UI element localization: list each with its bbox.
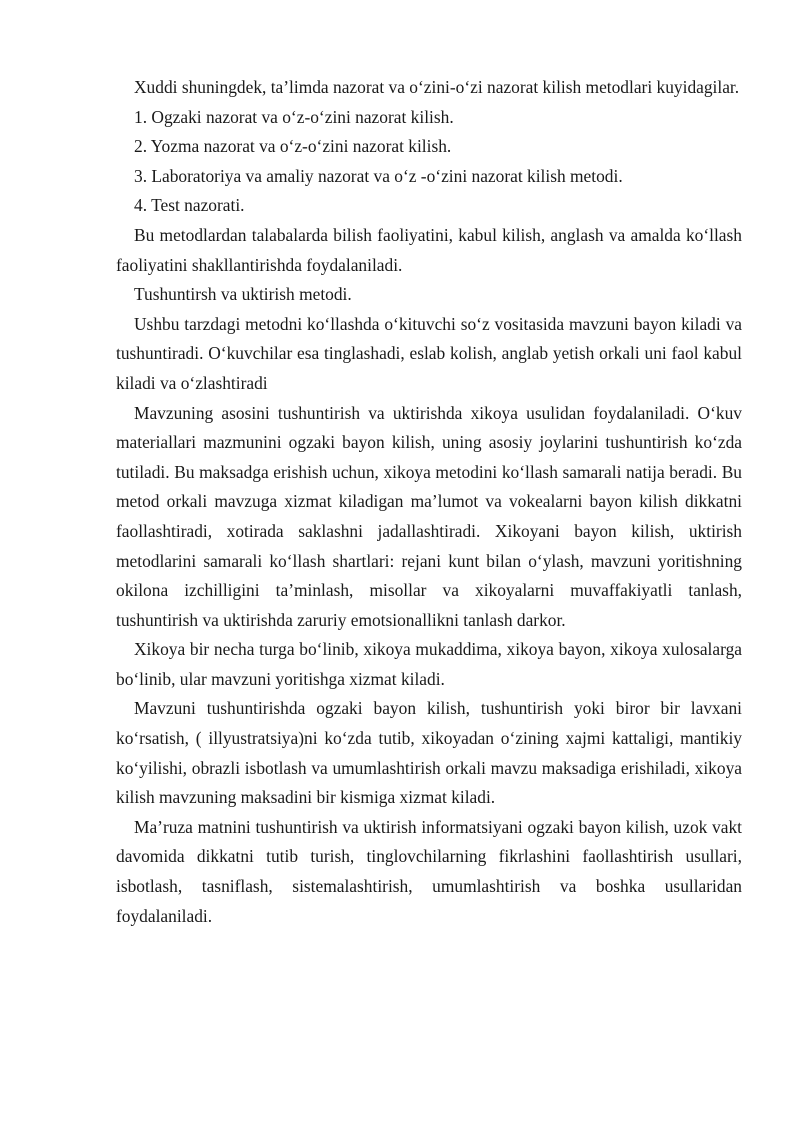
list-item-test-control: 4. Test nazorati. [134, 195, 245, 216]
paragraph-topic-explanation: Mavzuni tushuntirishda ogzaki bayon kilish, tushuntirish yoki biror bir lavxani ko‘rsatish, ( illyustratsiya)ni ko‘zda tutib, xikoyadan o‘zining xajmi kattaligi, mantikiy ko‘yilishi, obrazli isbotlash va umumlashtirish orkali mavzu maksadiga erishiladi, xikoya kilish mavzuning maksadini bir kismiga xizmat kiladi. [116, 698, 742, 808]
paragraph-intro: Xuddi shuningdek, ta’limda nazorat va o‘zini-o‘zi nazorat kilish metodlari kuyidagilar. [134, 77, 740, 97]
list-item-written-control: 2. Yozma nazorat va o‘z-o‘zini nazorat kilish. [134, 136, 452, 157]
document-page [116, 73, 742, 931]
paragraph-story-types: Xikoya bir necha turga bo‘linib, xikoya mukaddima, xikoya bayon, xikoya xulosalarga bo‘linib, ular mavzuni yoritishga xizmat kiladi. [116, 639, 742, 689]
list-item-lab-control: 3. Laboratoriya va amaliy nazorat va o‘z -o‘zini nazorat kilish metodi. [134, 165, 623, 186]
list-item-oral-control: 1. Ogzaki nazorat va o‘z-o‘zini nazorat kilish. [134, 106, 454, 127]
paragraph-story-method: Mavzuning asosini tushuntirish va uktirishda xikoya usulidan foydalaniladi. O‘kuv materiallari mazmunini ogzaki bayon kilish, uning asosiy joylarini tushuntirish ko‘zda tutiladi. Bu maksadga erishish uchun, xikoya metodini ko‘llash samarali natija beradi. Bu metod orkali mavzuga xizmat kiladigan ma’lumot va vokealarni bayon kilish dikkatni faollashtiradi, xotirada saklashni jadallashtiradi. Xikoyani bayon kilish, uktirish metodlarini samarali ko‘llash shartlari: rejani kunt bilan o‘ylash, mavzuni yoritishning okilona izchilligini ta’minlash, misollar va xikoyalarni muvaffakiyatli tanlash, tushuntirish va uktirishda zaruriy emotsionallikni tanlash darkor. [116, 402, 742, 630]
section-heading-explanation-method: Tushuntirsh va uktirish metodi. [134, 284, 352, 305]
paragraph-methods-usage: Bu metodlardan talabalarda bilish faoliyatini, kabul kilish, anglash va amalda ko‘llash faoliyatini shakllantirishda foydalaniladi. [116, 224, 742, 275]
paragraph-method-application: Ushbu tarzdagi metodni ko‘llashda o‘kituvchi so‘z vositasida mavzuni bayon kiladi va tushuntiradi. O‘kuvchilar esa tinglashadi, eslab kolish, anglab yetish orkali uni faol kabul kiladi va o‘zlashtiradi [116, 313, 742, 393]
paragraph-lecture-text: Ma’ruza matnini tushuntirish va uktirish informatsiyani ogzaki bayon kilish, uzok vakt davomida dikkatni tutib turish, tinglovchilarning fikrlashini faollashtirish usullari, isbotlash, tasniflash, sistemalashtirish, umumlashtirish va boshka usullaridan foydalaniladi. [116, 816, 742, 926]
